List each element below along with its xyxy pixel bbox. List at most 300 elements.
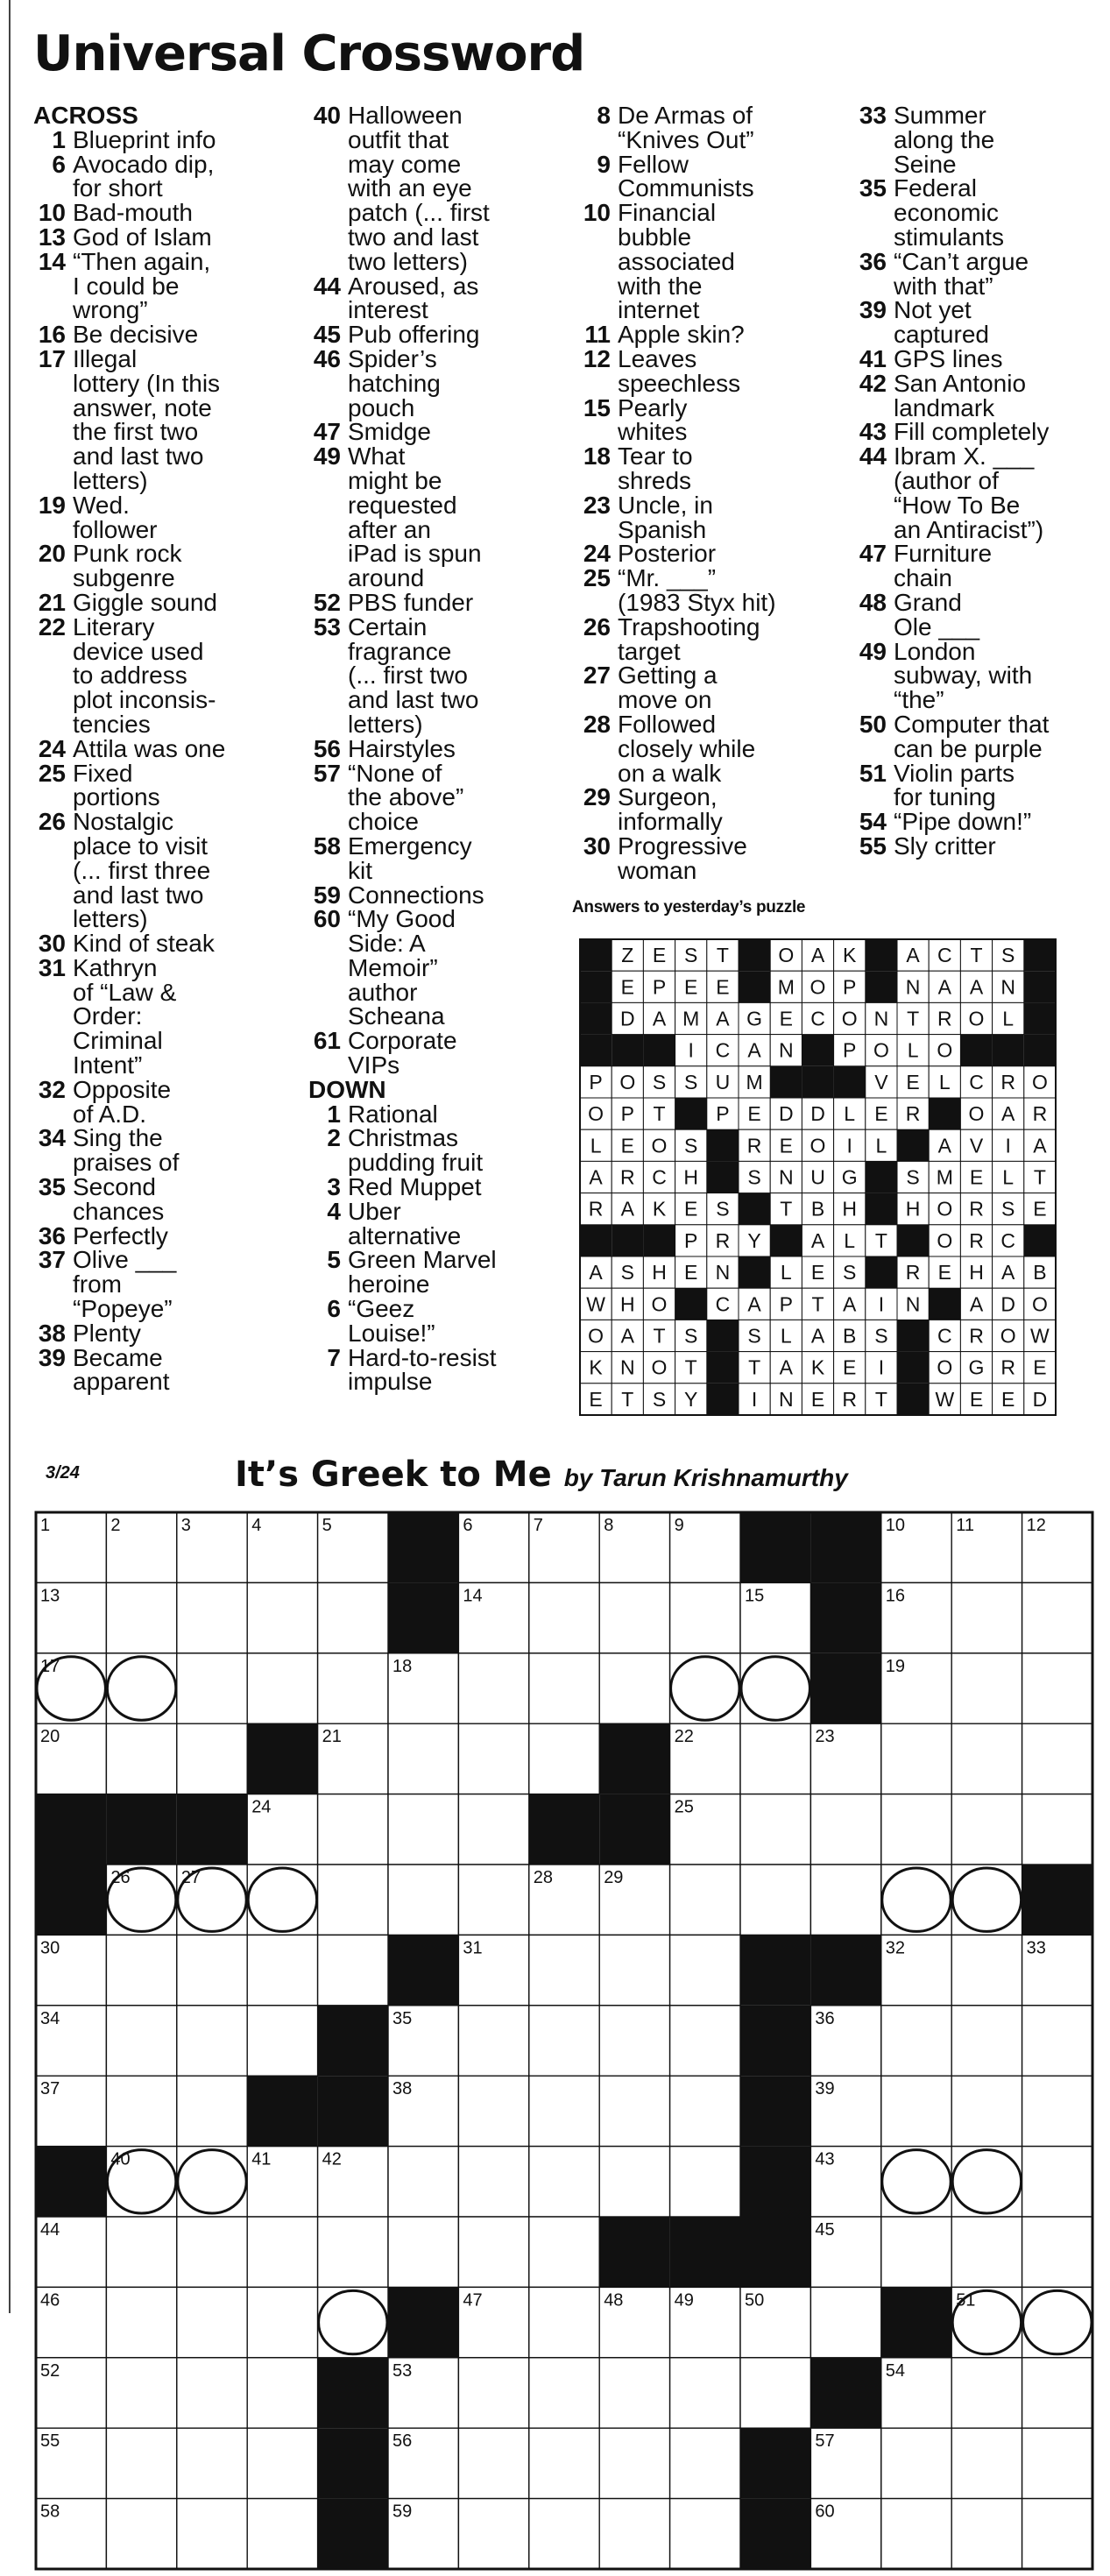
clue-text: associated <box>618 247 735 275</box>
clue-line <box>308 637 497 665</box>
grid-cell[interactable] <box>247 2358 317 2428</box>
answer-letter: A <box>747 1292 761 1316</box>
clue-text: praises of <box>73 1149 180 1177</box>
answer-letter: H <box>619 1292 635 1316</box>
clue-line <box>854 734 1049 762</box>
clue-line <box>308 515 497 543</box>
grid-cell[interactable] <box>106 1723 176 1794</box>
grid-cell[interactable] <box>318 1653 388 1723</box>
grid-cell[interactable] <box>388 2147 458 2217</box>
black-square <box>740 1935 810 2005</box>
black-square <box>106 1794 176 1865</box>
clue-line <box>33 1004 225 1029</box>
clue-line <box>33 907 225 931</box>
clue-line <box>308 125 497 153</box>
answer-letter: W <box>586 1292 605 1316</box>
clue-text: Pearly <box>618 393 688 421</box>
clue-text: iPad is spun <box>348 540 482 568</box>
answer-black-square <box>1024 939 1056 971</box>
clue-text: Financial <box>618 199 717 227</box>
clue-number: 17 <box>38 344 66 372</box>
clue-number: 19 <box>38 491 66 519</box>
grid-cell[interactable] <box>388 1794 458 1865</box>
answer-black-square <box>580 1002 612 1034</box>
clue-line <box>33 637 225 665</box>
grid-cell[interactable] <box>951 2217 1022 2287</box>
answer-black-square <box>675 1288 707 1320</box>
grid-cell[interactable] <box>458 2147 528 2217</box>
grid-cell[interactable] <box>106 1582 176 1652</box>
grid-cell[interactable] <box>529 2358 599 2428</box>
grid-cell[interactable] <box>247 2006 317 2076</box>
grid-cell[interactable] <box>318 2217 388 2287</box>
clue-line <box>33 953 225 981</box>
clue-text: Sly critter <box>894 832 996 860</box>
grid-cell[interactable] <box>881 1723 951 1794</box>
clue-line <box>308 761 497 786</box>
grid-cell[interactable] <box>599 2499 669 2569</box>
clue-number: 39 <box>859 296 887 324</box>
cell-number: 16 <box>885 1586 906 1606</box>
grid-cell[interactable] <box>599 2428 669 2498</box>
clue-line <box>854 393 1049 421</box>
grid-cell[interactable] <box>247 2287 317 2357</box>
clue-text: Fill completely <box>894 418 1050 446</box>
clue-text: Furniture <box>894 540 993 568</box>
clue-text: of A.D. <box>73 1100 147 1128</box>
answer-black-square <box>770 1066 802 1098</box>
grid-cell[interactable] <box>318 2287 388 2357</box>
clue-text: Uber <box>348 1197 401 1225</box>
grid-cell[interactable] <box>458 1723 528 1794</box>
clue-number: 25 <box>583 564 611 592</box>
grid-cell[interactable] <box>599 1935 669 2005</box>
grid-cell[interactable] <box>951 2147 1022 2217</box>
clue-number: 31 <box>38 953 66 981</box>
clue-text: Grand <box>894 588 962 616</box>
grid-cell[interactable] <box>458 2358 528 2428</box>
grid-cell[interactable] <box>177 2428 247 2498</box>
grid-cell[interactable] <box>670 1653 740 1723</box>
clue-number: 26 <box>583 612 611 640</box>
clue-line <box>33 1029 225 1053</box>
grid-cell[interactable] <box>951 1582 1022 1652</box>
answer-letter: A <box>652 1007 667 1030</box>
grid-cell[interactable] <box>529 2287 599 2357</box>
clue-text: move on <box>618 686 712 714</box>
grid-cell[interactable] <box>177 1653 247 1723</box>
grid-cell[interactable] <box>951 1723 1022 1794</box>
grid-cell[interactable] <box>106 2358 176 2428</box>
grid-cell[interactable] <box>1022 2428 1092 2498</box>
grid-cell[interactable] <box>529 2006 599 2076</box>
cell-number: 37 <box>40 2079 60 2099</box>
grid-cell[interactable] <box>529 2076 599 2146</box>
answer-letter: A <box>620 1324 634 1348</box>
grid-cell[interactable] <box>1022 2287 1092 2357</box>
grid-cell[interactable] <box>388 1865 458 1935</box>
answer-black-square <box>897 1352 929 1384</box>
answer-letter: N <box>778 1165 794 1189</box>
grid-cell[interactable] <box>881 2217 951 2287</box>
clue-text: Emergency <box>348 832 472 860</box>
cell-number: 3 <box>180 1516 191 1535</box>
grid-cell[interactable] <box>810 1794 880 1865</box>
answer-letter: S <box>620 1261 634 1284</box>
answer-letter: A <box>969 975 984 999</box>
clue-line <box>578 274 776 299</box>
clue-number: 1 <box>52 125 66 153</box>
clue-text: Smidge <box>348 418 431 446</box>
grid-cell[interactable] <box>740 2358 810 2428</box>
answer-letter: S <box>684 944 698 967</box>
answer-letter: L <box>1002 1007 1015 1030</box>
grid-cell[interactable] <box>529 2147 599 2217</box>
grid-cell[interactable] <box>458 2428 528 2498</box>
clue-number: 35 <box>859 174 887 202</box>
grid-cell[interactable] <box>247 1582 317 1652</box>
grid-cell[interactable] <box>881 2076 951 2146</box>
grid-cell[interactable] <box>951 2499 1022 2569</box>
black-square <box>740 1512 810 1582</box>
answer-letter: O <box>651 1292 668 1316</box>
grid-cell[interactable] <box>599 2147 669 2217</box>
answer-letter: D <box>1000 1292 1016 1316</box>
black-square <box>318 2499 388 2569</box>
clue-line <box>33 612 225 640</box>
clue-text: fragrance <box>348 637 452 665</box>
clue-number: 5 <box>327 1246 341 1274</box>
answer-letter: G <box>841 1165 858 1189</box>
answer-letter: A <box>589 1165 603 1189</box>
grid-cell[interactable] <box>106 2006 176 2076</box>
answer-black-square <box>960 1035 992 1066</box>
grid-cell[interactable] <box>1022 2076 1092 2146</box>
clue-line <box>578 810 776 834</box>
grid-cell[interactable] <box>529 1723 599 1794</box>
answer-letter: A <box>810 944 825 967</box>
answer-letter: W <box>935 1387 955 1411</box>
grid-cell[interactable] <box>106 1935 176 2005</box>
grid-cell[interactable] <box>106 2499 176 2569</box>
grid-cell[interactable] <box>951 2076 1022 2146</box>
grid-cell[interactable] <box>881 2147 951 2217</box>
answer-letter: O <box>778 944 795 967</box>
grid-cell[interactable] <box>740 1653 810 1723</box>
clue-line <box>854 612 1049 640</box>
clue-line <box>308 493 497 518</box>
clue-line <box>854 785 1049 810</box>
grid-cell[interactable] <box>177 2076 247 2146</box>
grid-cell[interactable] <box>1022 1723 1092 1794</box>
grid-cell[interactable] <box>599 1582 669 1652</box>
grid-cell[interactable] <box>1022 2006 1092 2076</box>
clue-number: 3 <box>327 1173 341 1201</box>
answers-grid <box>578 938 1057 1421</box>
grid-cell[interactable] <box>1022 1794 1092 1865</box>
grid-cell[interactable] <box>458 2217 528 2287</box>
clue-line <box>33 1126 225 1150</box>
grid-cell[interactable] <box>670 1935 740 2005</box>
grid-cell[interactable] <box>388 2217 458 2287</box>
grid-cell[interactable] <box>670 1865 740 1935</box>
grid-cell[interactable] <box>810 2287 880 2357</box>
clue-line <box>578 834 776 859</box>
grid-cell[interactable] <box>458 2499 528 2569</box>
cell-number: 5 <box>322 1516 332 1535</box>
grid-cell[interactable] <box>670 1582 740 1652</box>
grid-cell[interactable] <box>318 1935 388 2005</box>
grid-cell[interactable] <box>388 1723 458 1794</box>
crossword-grid[interactable] <box>33 1510 1095 2576</box>
clue-text: Posterior <box>618 540 717 568</box>
clue-text: What <box>348 442 406 471</box>
grid-cell[interactable] <box>106 2428 176 2498</box>
clue-line <box>308 1321 497 1346</box>
clue-line <box>854 761 1049 786</box>
answer-letter: L <box>938 1070 951 1093</box>
answer-letter: E <box>969 1165 984 1189</box>
grid-cell[interactable] <box>458 1653 528 1723</box>
grid-cell[interactable] <box>318 1582 388 1652</box>
grid-cell[interactable] <box>529 1935 599 2005</box>
answer-letter: T <box>874 1387 887 1411</box>
clue-text: Scheana <box>348 1002 445 1030</box>
grid-cell[interactable] <box>1022 2499 1092 2569</box>
answer-letter: O <box>841 1007 858 1030</box>
grid-cell[interactable] <box>740 1865 810 1935</box>
clue-line <box>308 931 497 956</box>
grid-cell[interactable] <box>1022 2358 1092 2428</box>
clue-text: Not yet <box>894 296 972 324</box>
clue-text: internet <box>618 296 700 324</box>
grid-cell[interactable] <box>177 2147 247 2217</box>
answer-letter: O <box>937 1038 953 1062</box>
clue-line <box>308 1004 497 1029</box>
grid-cell[interactable] <box>670 2006 740 2076</box>
grid-cell[interactable] <box>881 2006 951 2076</box>
clue-text: Kind of steak <box>73 930 215 958</box>
clue-number: 48 <box>859 588 887 616</box>
clue-line <box>33 274 225 299</box>
clue-number: 35 <box>38 1173 66 1201</box>
grid-cell[interactable] <box>177 2499 247 2569</box>
clue-text: economic <box>894 199 999 227</box>
clue-text: letters) <box>348 710 423 738</box>
clue-column-1 <box>33 103 225 1394</box>
answer-letter: P <box>684 1228 698 1252</box>
grid-cell[interactable] <box>951 2358 1022 2428</box>
black-square <box>740 2006 810 2076</box>
black-square <box>740 2147 810 2217</box>
cell-number: 41 <box>251 2149 272 2169</box>
clue-line <box>578 225 776 250</box>
black-square <box>36 2147 106 2217</box>
grid-cell[interactable] <box>810 1865 880 1935</box>
grid-cell[interactable] <box>881 2499 951 2569</box>
answer-letter: H <box>842 1197 858 1221</box>
clue-line <box>33 810 225 834</box>
clue-line <box>854 152 1049 177</box>
answer-letter: H <box>969 1261 984 1284</box>
cell-number: 25 <box>674 1797 694 1817</box>
grid-cell[interactable] <box>458 1865 528 1935</box>
clue-line <box>33 1102 225 1127</box>
grid-cell[interactable] <box>177 1723 247 1794</box>
grid-cell[interactable] <box>881 2428 951 2498</box>
clue-text: Nostalgic <box>73 808 174 836</box>
answer-letter: O <box>1031 1070 1048 1093</box>
clue-line <box>308 444 497 469</box>
grid-cell[interactable] <box>106 2217 176 2287</box>
clue-line <box>308 907 497 931</box>
clue-line <box>33 1221 225 1249</box>
clue-line <box>308 1053 497 1078</box>
grid-cell[interactable] <box>247 2428 317 2498</box>
answer-letter: S <box>1001 944 1015 967</box>
black-square <box>388 1512 458 1582</box>
answer-black-square <box>897 1225 929 1256</box>
cell-number: 35 <box>392 2008 413 2028</box>
clue-line <box>308 201 497 225</box>
answer-black-square <box>1024 971 1056 1002</box>
answer-black-square <box>897 1320 929 1351</box>
clue-text: letters) <box>73 905 148 933</box>
grid-cell[interactable] <box>599 2076 669 2146</box>
clue-line <box>854 493 1049 518</box>
cell-number: 55 <box>40 2431 60 2452</box>
grid-cell[interactable] <box>1022 2147 1092 2217</box>
clue-text: kit <box>348 856 372 884</box>
grid-cell[interactable] <box>951 1865 1022 1935</box>
grid-cell[interactable] <box>1022 2217 1092 2287</box>
grid-cell[interactable] <box>951 1935 1022 2005</box>
grid-cell[interactable] <box>247 1653 317 1723</box>
grid-cell[interactable] <box>1022 1653 1092 1723</box>
grid-cell[interactable] <box>177 1935 247 2005</box>
grid-cell[interactable] <box>951 2428 1022 2498</box>
clue-line <box>854 834 1049 859</box>
grid-cell[interactable] <box>951 2006 1022 2076</box>
clue-text: PBS funder <box>348 588 474 616</box>
answer-letter: R <box>937 1007 952 1030</box>
cell-number: 19 <box>885 1656 906 1676</box>
answer-letter: H <box>652 1261 667 1284</box>
cell-number: 6 <box>463 1516 473 1535</box>
grid-cell[interactable] <box>740 1794 810 1865</box>
grid-cell[interactable] <box>1022 1582 1092 1652</box>
clue-line <box>854 466 1049 494</box>
answer-letter: C <box>810 1007 825 1030</box>
clue-number: 6 <box>52 150 66 178</box>
clue-line <box>33 883 225 908</box>
answer-letter: E <box>874 1102 888 1126</box>
clue-text: Getting a <box>618 662 718 690</box>
grid-cell[interactable] <box>881 1794 951 1865</box>
answer-black-square <box>707 1161 739 1192</box>
grid-cell[interactable] <box>106 2076 176 2146</box>
grid-cell[interactable] <box>177 1582 247 1652</box>
clue-line <box>308 393 497 421</box>
grid-cell[interactable] <box>106 1653 176 1723</box>
grid-cell[interactable] <box>458 2006 528 2076</box>
grid-cell[interactable] <box>670 2499 740 2569</box>
answer-letter: A <box>843 1292 857 1316</box>
grid-cell[interactable] <box>177 2006 247 2076</box>
answer-letter: A <box>969 1292 984 1316</box>
grid-cell[interactable] <box>177 2287 247 2357</box>
black-square <box>388 2287 458 2357</box>
grid-cell[interactable] <box>177 2217 247 2287</box>
grid-cell[interactable] <box>247 1935 317 2005</box>
clue-text: Aroused, as <box>348 272 479 300</box>
grid-cell[interactable] <box>670 2147 740 2217</box>
clue-number: 53 <box>313 612 341 640</box>
puzzle-byline: by Tarun Krishnamurthy <box>563 1464 848 1491</box>
grid-cell[interactable] <box>951 1794 1022 1865</box>
answer-letter: D <box>778 1102 794 1126</box>
grid-cell[interactable] <box>529 2428 599 2498</box>
grid-cell[interactable] <box>529 1582 599 1652</box>
grid-cell[interactable] <box>670 2358 740 2428</box>
answer-letter: R <box>1000 1355 1016 1379</box>
answer-letter: S <box>843 1261 857 1284</box>
grid-cell[interactable] <box>529 2217 599 2287</box>
clue-text: Wed. <box>73 491 130 519</box>
clue-text: Sing the <box>73 1124 163 1152</box>
answer-letter: A <box>1001 1261 1015 1284</box>
clue-line <box>854 444 1049 469</box>
clue-line <box>308 1175 497 1200</box>
cell-number: 8 <box>604 1516 614 1535</box>
clue-line <box>308 176 497 201</box>
answer-black-square <box>834 1066 866 1098</box>
grid-cell[interactable] <box>599 2006 669 2076</box>
clue-number: 41 <box>859 344 887 372</box>
clue-number: 38 <box>38 1319 66 1347</box>
grid-cell[interactable] <box>247 1865 317 1935</box>
grid-cell[interactable] <box>670 2076 740 2146</box>
clue-line <box>308 612 497 640</box>
cell-number: 57 <box>815 2431 835 2452</box>
grid-cell[interactable] <box>106 2287 176 2357</box>
clue-line <box>308 152 497 177</box>
grid-cell[interactable] <box>951 1653 1022 1723</box>
grid-cell[interactable] <box>670 2428 740 2498</box>
clue-number: 30 <box>38 930 66 958</box>
clue-number: 20 <box>38 540 66 568</box>
clue-text: “Can’t argue <box>894 247 1029 275</box>
grid-cell[interactable] <box>318 1865 388 1935</box>
grid-cell[interactable] <box>740 1723 810 1794</box>
grid-cell[interactable] <box>529 2499 599 2569</box>
clue-text: author <box>348 978 418 1006</box>
answer-letter: L <box>844 1102 856 1126</box>
grid-cell[interactable] <box>599 2358 669 2428</box>
grid-cell[interactable] <box>599 1653 669 1723</box>
grid-cell[interactable] <box>458 1794 528 1865</box>
grid-cell[interactable] <box>881 1865 951 1935</box>
answer-letter: S <box>747 1324 761 1348</box>
grid-cell[interactable] <box>318 1794 388 1865</box>
grid-cell[interactable] <box>177 2358 247 2428</box>
clue-number: 10 <box>38 199 66 227</box>
grid-cell[interactable] <box>529 1653 599 1723</box>
grid-cell[interactable] <box>458 2076 528 2146</box>
clue-line <box>33 566 225 591</box>
grid-cell[interactable] <box>247 2217 317 2287</box>
grid-cell[interactable] <box>247 2499 317 2569</box>
